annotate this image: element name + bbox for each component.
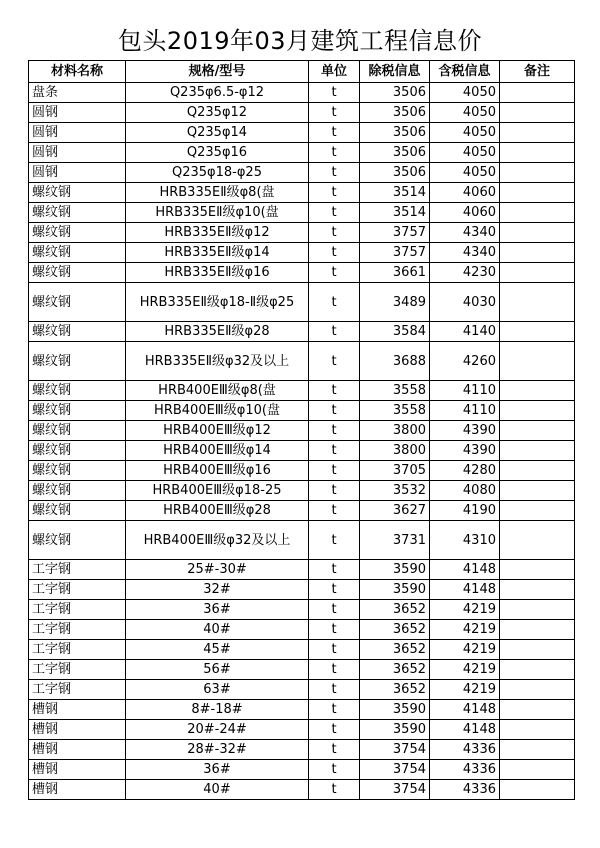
- cell-pre-tax-price: 3754: [360, 780, 430, 800]
- table-row: [29, 163, 575, 183]
- cell-material-name: 槽钢: [29, 700, 126, 720]
- table-row: [29, 441, 575, 461]
- cell-pre-tax-price: 3514: [360, 183, 430, 203]
- cell-note: [500, 640, 575, 660]
- cell-spec: 8#-18#: [126, 700, 309, 720]
- table-row: [29, 620, 575, 640]
- cell-note: [500, 421, 575, 441]
- cell-spec: 25#-30#: [126, 560, 309, 580]
- table-row: [29, 103, 575, 123]
- cell-note: [500, 203, 575, 223]
- cell-tax-inclusive-price: 4310: [430, 521, 500, 560]
- cell-tax-inclusive-price: 4230: [430, 263, 500, 283]
- header-material-name: 材料名称: [29, 61, 126, 83]
- cell-note: [500, 501, 575, 521]
- cell-tax-inclusive-price: 4148: [430, 700, 500, 720]
- cell-pre-tax-price: 3652: [360, 600, 430, 620]
- cell-pre-tax-price: 3800: [360, 421, 430, 441]
- cell-material-name: 螺纹钢: [29, 481, 126, 501]
- cell-spec: Q235φ14: [126, 123, 309, 143]
- cell-pre-tax-price: 3757: [360, 243, 430, 263]
- cell-note: [500, 780, 575, 800]
- cell-tax-inclusive-price: 4336: [430, 780, 500, 800]
- cell-unit: t: [309, 183, 360, 203]
- cell-spec: 20#-24#: [126, 720, 309, 740]
- table-row: [29, 680, 575, 700]
- cell-note: [500, 740, 575, 760]
- cell-tax-inclusive-price: 4060: [430, 203, 500, 223]
- cell-pre-tax-price: 3506: [360, 123, 430, 143]
- cell-pre-tax-price: 3757: [360, 223, 430, 243]
- cell-material-name: 工字钢: [29, 620, 126, 640]
- cell-unit: t: [309, 481, 360, 501]
- cell-tax-inclusive-price: 4219: [430, 680, 500, 700]
- cell-note: [500, 580, 575, 600]
- cell-material-name: 槽钢: [29, 740, 126, 760]
- cell-material-name: 圆钢: [29, 123, 126, 143]
- cell-material-name: 螺纹钢: [29, 243, 126, 263]
- cell-pre-tax-price: 3590: [360, 720, 430, 740]
- cell-pre-tax-price: 3652: [360, 660, 430, 680]
- cell-material-name: 工字钢: [29, 660, 126, 680]
- cell-material-name: 螺纹钢: [29, 521, 126, 560]
- cell-unit: t: [309, 560, 360, 580]
- cell-spec: 40#: [126, 780, 309, 800]
- cell-tax-inclusive-price: 4050: [430, 123, 500, 143]
- table-row: [29, 660, 575, 680]
- cell-tax-inclusive-price: 4148: [430, 580, 500, 600]
- cell-spec: HRB335EⅡ级φ14: [126, 243, 309, 263]
- cell-tax-inclusive-price: 4336: [430, 760, 500, 780]
- cell-tax-inclusive-price: 4219: [430, 660, 500, 680]
- cell-tax-inclusive-price: 4219: [430, 640, 500, 660]
- page-title: 包头2019年03月建筑工程信息价: [117, 27, 483, 55]
- header-unit: 单位: [309, 61, 360, 83]
- cell-material-name: 螺纹钢: [29, 263, 126, 283]
- cell-tax-inclusive-price: 4390: [430, 441, 500, 461]
- cell-unit: t: [309, 143, 360, 163]
- cell-unit: t: [309, 342, 360, 381]
- cell-spec: Q235φ18-φ25: [126, 163, 309, 183]
- cell-note: [500, 83, 575, 103]
- cell-spec: HRB335EⅡ级φ16: [126, 263, 309, 283]
- cell-tax-inclusive-price: 4110: [430, 381, 500, 401]
- cell-material-name: 螺纹钢: [29, 381, 126, 401]
- cell-note: [500, 560, 575, 580]
- cell-material-name: 螺纹钢: [29, 421, 126, 441]
- cell-note: [500, 600, 575, 620]
- table-row: [29, 481, 575, 501]
- cell-spec: HRB400EⅢ级φ28: [126, 501, 309, 521]
- cell-spec: HRB400EⅢ级φ12: [126, 421, 309, 441]
- cell-material-name: 螺纹钢: [29, 461, 126, 481]
- cell-pre-tax-price: 3731: [360, 521, 430, 560]
- cell-note: [500, 401, 575, 421]
- table-row: [29, 580, 575, 600]
- cell-material-name: 螺纹钢: [29, 283, 126, 322]
- cell-pre-tax-price: 3558: [360, 401, 430, 421]
- cell-unit: t: [309, 322, 360, 342]
- cell-unit: t: [309, 760, 360, 780]
- table-row: [29, 600, 575, 620]
- table-row: [29, 501, 575, 521]
- cell-unit: t: [309, 441, 360, 461]
- cell-unit: t: [309, 421, 360, 441]
- cell-spec: 36#: [126, 760, 309, 780]
- cell-unit: t: [309, 680, 360, 700]
- cell-material-name: 螺纹钢: [29, 183, 126, 203]
- cell-spec: HRB335EⅡ级φ12: [126, 223, 309, 243]
- cell-spec: 45#: [126, 640, 309, 660]
- table-row: [29, 640, 575, 660]
- cell-pre-tax-price: 3506: [360, 163, 430, 183]
- cell-tax-inclusive-price: 4340: [430, 243, 500, 263]
- cell-material-name: 螺纹钢: [29, 342, 126, 381]
- table-row: [29, 223, 575, 243]
- cell-pre-tax-price: 3705: [360, 461, 430, 481]
- cell-pre-tax-price: 3506: [360, 143, 430, 163]
- header-note: 备注: [500, 61, 575, 83]
- cell-unit: t: [309, 263, 360, 283]
- cell-tax-inclusive-price: 4050: [430, 163, 500, 183]
- cell-pre-tax-price: 3584: [360, 322, 430, 342]
- table-row: [29, 123, 575, 143]
- cell-note: [500, 760, 575, 780]
- cell-tax-inclusive-price: 4080: [430, 481, 500, 501]
- cell-spec: HRB400EⅢ级φ14: [126, 441, 309, 461]
- cell-material-name: 圆钢: [29, 143, 126, 163]
- cell-note: [500, 123, 575, 143]
- cell-unit: t: [309, 461, 360, 481]
- cell-note: [500, 243, 575, 263]
- cell-note: [500, 521, 575, 560]
- table-row: [29, 322, 575, 342]
- cell-note: [500, 163, 575, 183]
- table-row: [29, 283, 575, 322]
- header-row: [29, 61, 575, 83]
- cell-pre-tax-price: 3506: [360, 83, 430, 103]
- cell-material-name: 螺纹钢: [29, 322, 126, 342]
- cell-spec: HRB400EⅢ级φ8(盘: [126, 381, 309, 401]
- table-row: [29, 401, 575, 421]
- cell-spec: 36#: [126, 600, 309, 620]
- cell-material-name: 工字钢: [29, 680, 126, 700]
- cell-note: [500, 660, 575, 680]
- cell-note: [500, 223, 575, 243]
- cell-tax-inclusive-price: 4336: [430, 740, 500, 760]
- cell-tax-inclusive-price: 4110: [430, 401, 500, 421]
- cell-spec: HRB335EⅡ级φ32及以上: [126, 342, 309, 381]
- cell-pre-tax-price: 3661: [360, 263, 430, 283]
- cell-pre-tax-price: 3489: [360, 283, 430, 322]
- cell-unit: t: [309, 103, 360, 123]
- cell-material-name: 槽钢: [29, 720, 126, 740]
- cell-tax-inclusive-price: 4050: [430, 143, 500, 163]
- cell-material-name: 工字钢: [29, 560, 126, 580]
- cell-pre-tax-price: 3590: [360, 700, 430, 720]
- cell-note: [500, 263, 575, 283]
- cell-unit: t: [309, 381, 360, 401]
- cell-spec: HRB400EⅢ级φ32及以上: [126, 521, 309, 560]
- cell-unit: t: [309, 123, 360, 143]
- cell-spec: HRB335EⅡ级φ10(盘: [126, 203, 309, 223]
- cell-material-name: 槽钢: [29, 760, 126, 780]
- cell-spec: HRB335EⅡ级φ8(盘: [126, 183, 309, 203]
- header-spec: 规格/型号: [126, 61, 309, 83]
- cell-note: [500, 283, 575, 322]
- cell-pre-tax-price: 3754: [360, 760, 430, 780]
- cell-material-name: 工字钢: [29, 640, 126, 660]
- cell-spec: Q235φ16: [126, 143, 309, 163]
- cell-unit: t: [309, 243, 360, 263]
- cell-note: [500, 441, 575, 461]
- table-row: [29, 203, 575, 223]
- cell-spec: HRB400EⅢ级φ10(盘: [126, 401, 309, 421]
- table-row: [29, 143, 575, 163]
- cell-material-name: 螺纹钢: [29, 441, 126, 461]
- cell-tax-inclusive-price: 4190: [430, 501, 500, 521]
- cell-unit: t: [309, 401, 360, 421]
- cell-tax-inclusive-price: 4390: [430, 421, 500, 441]
- cell-unit: t: [309, 720, 360, 740]
- table-row: [29, 183, 575, 203]
- cell-pre-tax-price: 3558: [360, 381, 430, 401]
- cell-note: [500, 183, 575, 203]
- cell-tax-inclusive-price: 4050: [430, 103, 500, 123]
- cell-material-name: 螺纹钢: [29, 401, 126, 421]
- cell-unit: t: [309, 501, 360, 521]
- cell-material-name: 槽钢: [29, 780, 126, 800]
- table-body: [29, 83, 575, 800]
- cell-unit: t: [309, 600, 360, 620]
- cell-tax-inclusive-price: 4148: [430, 560, 500, 580]
- cell-pre-tax-price: 3652: [360, 680, 430, 700]
- cell-material-name: 螺纹钢: [29, 501, 126, 521]
- cell-note: [500, 342, 575, 381]
- cell-spec: 40#: [126, 620, 309, 640]
- cell-spec: 63#: [126, 680, 309, 700]
- table-row: [29, 760, 575, 780]
- table-row: [29, 700, 575, 720]
- cell-pre-tax-price: 3652: [360, 620, 430, 640]
- cell-tax-inclusive-price: 4260: [430, 342, 500, 381]
- cell-pre-tax-price: 3590: [360, 560, 430, 580]
- cell-unit: t: [309, 700, 360, 720]
- cell-material-name: 螺纹钢: [29, 223, 126, 243]
- cell-pre-tax-price: 3514: [360, 203, 430, 223]
- cell-tax-inclusive-price: 4219: [430, 620, 500, 640]
- cell-note: [500, 143, 575, 163]
- cell-note: [500, 700, 575, 720]
- cell-tax-inclusive-price: 4050: [430, 83, 500, 103]
- cell-note: [500, 680, 575, 700]
- cell-spec: 32#: [126, 580, 309, 600]
- cell-unit: t: [309, 203, 360, 223]
- cell-material-name: 圆钢: [29, 103, 126, 123]
- cell-pre-tax-price: 3532: [360, 481, 430, 501]
- cell-note: [500, 720, 575, 740]
- cell-unit: t: [309, 163, 360, 183]
- cell-material-name: 盘条: [29, 83, 126, 103]
- cell-pre-tax-price: 3627: [360, 501, 430, 521]
- cell-unit: t: [309, 640, 360, 660]
- cell-tax-inclusive-price: 4280: [430, 461, 500, 481]
- cell-unit: t: [309, 283, 360, 322]
- cell-unit: t: [309, 83, 360, 103]
- cell-material-name: 工字钢: [29, 580, 126, 600]
- table-row: [29, 560, 575, 580]
- table-row: [29, 263, 575, 283]
- table-row: [29, 521, 575, 560]
- table-row: [29, 421, 575, 441]
- table-row: [29, 780, 575, 800]
- cell-material-name: 螺纹钢: [29, 203, 126, 223]
- cell-pre-tax-price: 3800: [360, 441, 430, 461]
- cell-spec: 28#-32#: [126, 740, 309, 760]
- cell-tax-inclusive-price: 4340: [430, 223, 500, 243]
- cell-note: [500, 481, 575, 501]
- cell-tax-inclusive-price: 4030: [430, 283, 500, 322]
- cell-unit: t: [309, 780, 360, 800]
- table-row: [29, 461, 575, 481]
- cell-tax-inclusive-price: 4219: [430, 600, 500, 620]
- cell-pre-tax-price: 3506: [360, 103, 430, 123]
- cell-material-name: 圆钢: [29, 163, 126, 183]
- table-row: [29, 342, 575, 381]
- table-row: [29, 83, 575, 103]
- cell-note: [500, 381, 575, 401]
- cell-note: [500, 620, 575, 640]
- cell-unit: t: [309, 660, 360, 680]
- cell-unit: t: [309, 223, 360, 243]
- cell-unit: t: [309, 740, 360, 760]
- price-table: [28, 60, 575, 800]
- table-row: [29, 243, 575, 263]
- cell-pre-tax-price: 3754: [360, 740, 430, 760]
- cell-spec: HRB335EⅡ级φ28: [126, 322, 309, 342]
- cell-spec: Q235φ12: [126, 103, 309, 123]
- cell-note: [500, 461, 575, 481]
- cell-unit: t: [309, 521, 360, 560]
- cell-unit: t: [309, 620, 360, 640]
- cell-unit: t: [309, 580, 360, 600]
- cell-spec: HRB400EⅢ级φ18-25: [126, 481, 309, 501]
- header-tax-inclusive-price: 含税信息: [430, 61, 500, 83]
- cell-tax-inclusive-price: 4148: [430, 720, 500, 740]
- cell-pre-tax-price: 3652: [360, 640, 430, 660]
- cell-spec: 56#: [126, 660, 309, 680]
- table-row: [29, 381, 575, 401]
- cell-spec: Q235φ6.5-φ12: [126, 83, 309, 103]
- cell-pre-tax-price: 3590: [360, 580, 430, 600]
- table-row: [29, 720, 575, 740]
- cell-note: [500, 322, 575, 342]
- cell-material-name: 工字钢: [29, 600, 126, 620]
- cell-tax-inclusive-price: 4060: [430, 183, 500, 203]
- cell-spec: HRB335EⅡ级φ18-Ⅱ级φ25: [126, 283, 309, 322]
- header-pre-tax-price: 除税信息: [360, 61, 430, 83]
- table-row: [29, 740, 575, 760]
- cell-note: [500, 103, 575, 123]
- cell-tax-inclusive-price: 4140: [430, 322, 500, 342]
- cell-pre-tax-price: 3688: [360, 342, 430, 381]
- cell-spec: HRB400EⅢ级φ16: [126, 461, 309, 481]
